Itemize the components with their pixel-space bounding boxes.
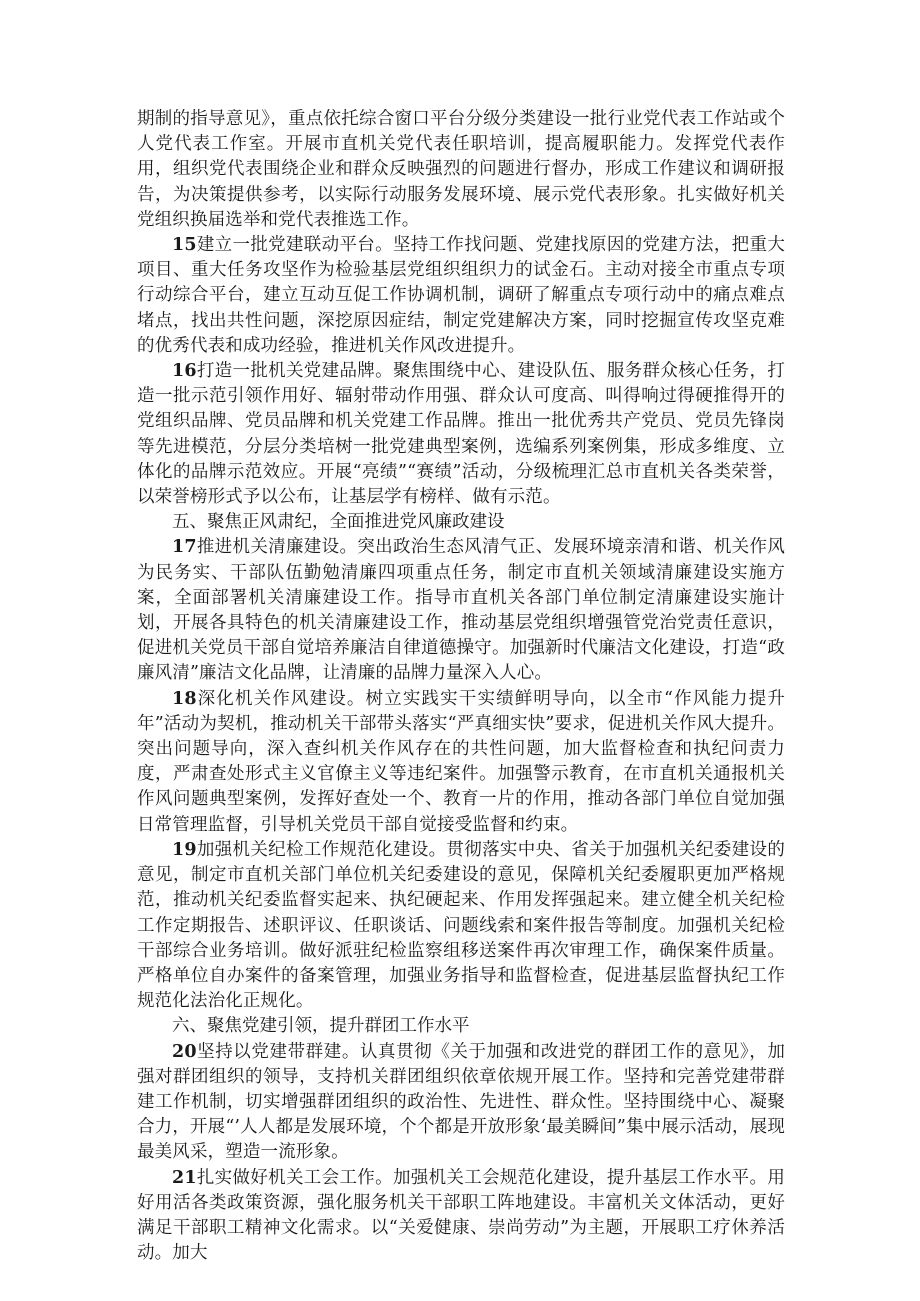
- paragraph-continuation: 期制的指导意见》，重点依托综合窗口平台分级分类建设一批行业党代表工作站或个人党代表工作室。开展市直机关党代表任职培训，提高履职能力。发挥党代表作用，组织党代表围绕企业和群众反映强烈的问题进行督办，形成工作建议和调研报告，为决策提供参考，以实际行动服务发展环境、展示党代表形象。扎实做好机关党组织换届选举和党代表推选工作。: [137, 109, 785, 230]
- item-number-21: 21: [172, 1167, 197, 1188]
- paragraph-18: [137, 687, 785, 838]
- paragraph-17-text: 推进机关清廉建设。突出政治生态风清气正、发展环境亲清和谐、机关作风为民务实、干部队伍勤勉清廉四项重点任务，制定市直机关领域清廉建设实施方案，全面部署机关清廉建设工作。指导市直机关各部门单位制定清廉建设实施计划，开展各具特色的机关清廉建设工作，推动基层党组织增强管党治党责任意识，促进机关党员干部自觉培养廉洁自律道德操守。加强新时代廉洁文化建设，打造“政廉风清”廉洁文化品牌，让清廉的品牌力量深入人心。: [137, 537, 785, 684]
- paragraph-15-text: 建立一批党建联动平台。坚持工作找问题、党建找原因的党建方法，把重大项目、重大任务攻坚作为检验基层党组织组织力的试金石。主动对接全市重点专项行动综合平台，建立互动互促工作协调机制，调研了解重点专项行动中的痛点难点堵点，找出共性问题，深挖原因症结，制定党建解决方案，同时挖掘宣传攻坚克难的优秀代表和成功经验，推进机关作风改进提升。: [137, 235, 785, 356]
- paragraph-20-text: 坚持以党建带群建。认真贯彻《关于加强和改进党的群团工作的意见》，加强对群团组织的领导，支持机关群团组织依章依规开展工作。坚持和完善党建带群建工作机制，切实增强群团组织的政治性、先进性、群众性。坚持围绕中心、凝聚合力，开展“’人人都是发展环境，个个都是开放形象‘最美瞬间”集中展示活动，展现最美风采，塑造一流形象。: [137, 1041, 785, 1163]
- item-number-19: 19: [172, 839, 197, 860]
- paragraph-16-text: 打造一批机关党建品牌。聚焦围绕中心、建设队伍、服务群众核心任务，打造一批示范引领作用好、辐射带动作用强、群众认可度高、叫得响过得硬推得开的党组织品牌、党员品牌和机关党建工作品牌。推出一批优秀共产党员、党员先锋岗等先进模范，分层分类培树一批党建典型案例，选编系列案例集，形成多维度、立体化的品牌示范效应。开展“亮绩”“赛绩”活动，分级梳理汇总市直机关各类荣誉，以荣誉榜形式予以公布，让基层学有榜样、做有示范。: [137, 361, 785, 508]
- section-heading-5: 五、聚焦正风肃纪，全面推进党风廉政建设: [172, 512, 505, 533]
- section-heading-6: 六、聚焦党建引领，提升群团工作水平: [172, 1016, 470, 1037]
- paragraph-21-text: 扎实做好机关工会工作。加强机关工会规范化建设，提升基层工作水平。用好用活各类政策资源，强化服务机关干部职工阵地建设。丰富机关文体活动，更好满足干部职工精神文化需求。以“关爱健康、崇尚劳动”为主题，开展职工疗休养活动。加大: [137, 1167, 785, 1264]
- paragraph-21: [137, 1166, 785, 1267]
- document-page: [137, 107, 785, 1266]
- paragraph-16: [137, 359, 785, 510]
- paragraph-17: [137, 535, 785, 686]
- item-number-16: 16: [172, 361, 197, 382]
- paragraph-19-text: 加强机关纪检工作规范化建设。贯彻落实中央、省关于加强机关纪委建设的意见，制定市直机关部门单位机关纪委建设的意见，保障机关纪委履职更加严格规范，推动机关纪委监督实起来、执纪硬起来、作用发挥强起来。建立健全机关纪检工作定期报告、述职评议、任职谈话、问题线索和案件报告等制度。加强机关纪检干部综合业务培训。做好派驻纪检监察组移送案件再次审理工作，确保案件质量。严格单位自办案件的备案管理，加强业务指导和监督检查，促进基层监督执纪工作规范化法治化正规化。: [137, 839, 785, 1012]
- item-number-17: 17: [172, 537, 197, 558]
- paragraph-20: [137, 1040, 785, 1166]
- item-number-15: 15: [172, 235, 197, 256]
- item-number-20: 20: [172, 1041, 197, 1062]
- paragraph-19: [137, 838, 785, 1014]
- paragraph-18-text: 深化机关作风建设。树立实践实干实绩鲜明导向，以全市“作风能力提升年”活动为契机，推动机关干部带头落实“严真细实快”要求，促进机关作风大提升。突出问题导向，深入查纠机关作风存在的共性问题，加大监督检查和执纪问责力度，严肃查处形式主义官僚主义等违纪案件。加强警示教育，在市直机关通报机关作风问题典型案例，发挥好查处一个、教育一片的作用，推动各部门单位自觉加强日常管理监督，引导机关党员干部自觉接受监督和约束。: [137, 688, 785, 835]
- paragraph-15: [137, 233, 785, 359]
- item-number-18: 18: [172, 688, 197, 709]
